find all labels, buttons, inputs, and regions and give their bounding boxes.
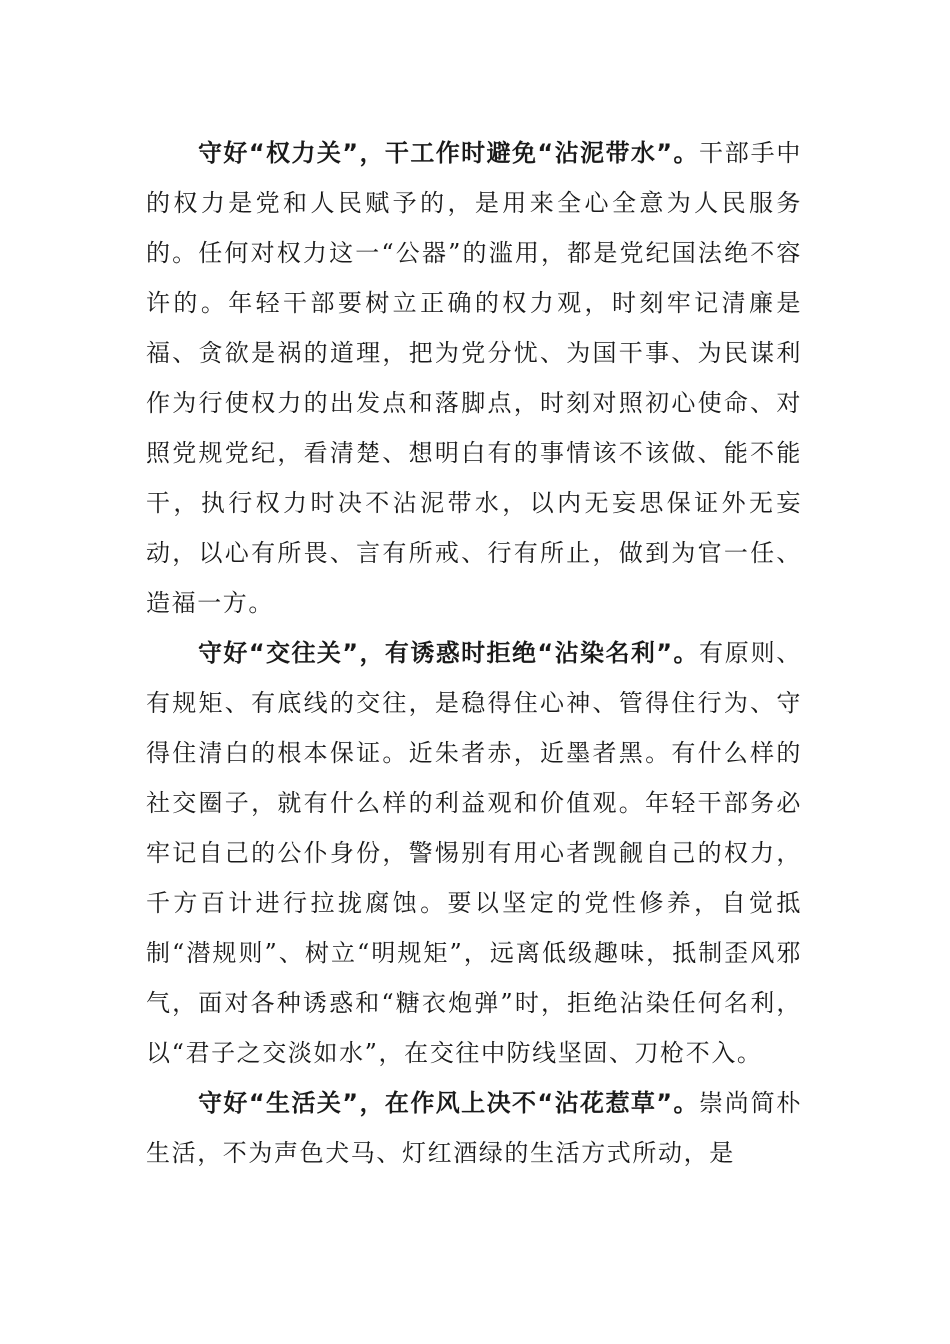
paragraph-text: 干部手中的权力是党和人民赋予的，是用来全心全意为人民服务的。任何对权力这一“公器”的滥用，都是党纪国法绝不容许的。年轻干部要树立正确的权力观，时刻牢记清廉是福、贪欲是祸的道理，把为党分忧、为国干事、为民谋利作为行使权力的出发点和落脚点，时刻对照初心使命、对照党规党纪，看清楚、想明白有的事情该不该做、能不能干，执行权力时决不沾泥带水，以内无妄思保证外无妄动，以心有所畏、言有所戒、行有所止，做到为官一任、造福一方。 [146,139,802,617]
document-body [146,128,802,1178]
paragraph-power [146,128,802,628]
paragraph-text: 有原则、有规矩、有底线的交往，是稳得住心神、管得住行为、守得住清白的根本保证。近朱者赤，近墨者黑。有什么样的社交圈子，就有什么样的利益观和价值观。年轻干部务必牢记自己的公仆身份，警惕别有用心者觊觎自己的权力，千方百计进行拉拢腐蚀。要以坚定的党性修养，自觉抵制“潜规则”、树立“明规矩”，远离低级趣味，抵制歪风邪气，面对各种诱惑和“糖衣炮弹”时，拒绝沾染任何名利，以“君子之交淡如水”，在交往中防线坚固、刀枪不入。 [146,639,802,1067]
paragraph-lead: 守好“生活关”，在作风上决不“沾花惹草”。 [198,1089,699,1117]
paragraph-life [146,1078,802,1178]
paragraph-text: 崇尚简朴生活，不为声色犬马、灯红酒绿的生活方式所动，是 [146,1089,802,1167]
paragraph-lead: 守好“交往关”，有诱惑时拒绝“沾染名利”。 [198,639,699,667]
paragraph-social [146,628,802,1078]
paragraph-lead: 守好“权力关”，干工作时避免“沾泥带水”。 [198,139,699,167]
